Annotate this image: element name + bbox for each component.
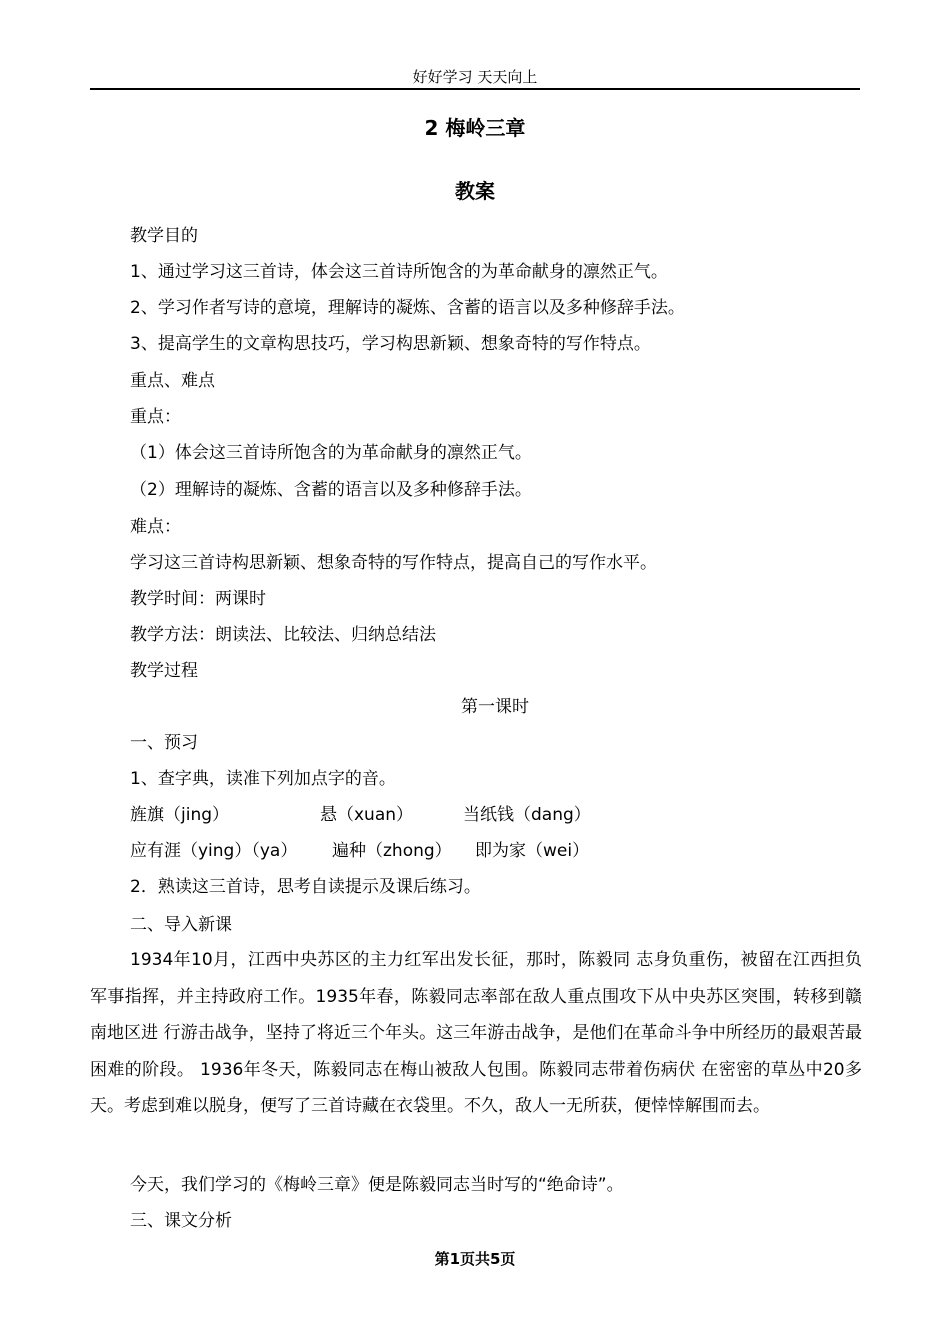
process-heading: 教学过程	[130, 661, 198, 681]
lesson-one-heading: 第一课时	[461, 697, 529, 717]
key-points-heading: 重点、难点	[130, 371, 215, 391]
intro-paragraph: 1934年10月，江西中央苏区的主力红军出发长征，那时，陈毅同 志身负重伤，被留在江西担负军事指挥，并主持政府工作。1935年春，陈毅同志率部在敌人重点围攻下从中央苏区突围，转移到赣南地区进 行游击战争，坚持了将近三个年头。这三年游击战争，是他们在革命斗争中所经历的最艰苦最困难的阶段。 1936年冬天，陈毅同志在梅山被敌人包围。陈毅同志带着伤病伏 在密密的草丛中20多天。考虑到难以脱身，便写了三首诗藏在衣袋里。不久，敌人一无所获，便悻悻解围而去。	[90, 950, 862, 1116]
pinyin-word: 应有涯（ying）（ya）	[130, 841, 298, 861]
difficulty-text: 学习这三首诗构思新颖、想象奇特的写作特点，提高自己的写作水平。	[130, 553, 657, 573]
intro-heading: 二、导入新课	[130, 915, 232, 935]
analysis-heading: 三、课文分析	[130, 1211, 232, 1231]
pinyin-word: 悬（xuan）	[320, 805, 414, 825]
teaching-time: 教学时间：两课时	[130, 589, 266, 609]
page-footer: 第1页共5页	[434, 1250, 516, 1268]
objective-item: 1、通过学习这三首诗，体会这三首诗所饱含的为革命献身的凛然正气。	[130, 262, 668, 282]
pinyin-word: 旌旗（jing）	[130, 805, 230, 825]
objectives-heading: 教学目的	[130, 226, 198, 246]
preview-item-1: 1、查字典，读准下列加点字的音。	[130, 769, 396, 789]
pinyin-row-1	[130, 805, 830, 825]
objective-item: 3、提高学生的文章构思技巧，学习构思新颖、想象奇特的写作特点。	[130, 334, 651, 354]
key-item: （2）理解诗的凝炼、含蓄的语言以及多种修辞手法。	[130, 480, 532, 500]
preview-heading: 一、预习	[130, 733, 198, 753]
pinyin-word: 当纸钱（dang）	[463, 805, 591, 825]
objective-item: 2、学习作者写诗的意境，理解诗的凝炼、含蓄的语言以及多种修辞手法。	[130, 298, 685, 318]
pinyin-word: 遍种（zhong）	[332, 841, 452, 861]
page-header: 好好学习 天天向上	[412, 68, 538, 86]
intro-paragraph-2: 今天，我们学习的《梅岭三章》便是陈毅同志当时写的“绝命诗”。	[130, 1175, 624, 1195]
document-subtitle: 教案	[455, 179, 495, 203]
key-label: 重点：	[130, 407, 181, 427]
preview-item-2: 2．熟读这三首诗，思考自读提示及课后练习。	[130, 877, 481, 897]
difficulty-label: 难点：	[130, 517, 181, 537]
header-divider	[90, 88, 860, 90]
key-item: （1）体会这三首诗所饱含的为革命献身的凛然正气。	[130, 443, 532, 463]
pinyin-word: 即为家（wei）	[475, 841, 590, 861]
document-title: 2 梅岭三章	[424, 116, 526, 140]
pinyin-row-2	[130, 841, 830, 861]
teaching-method: 教学方法：朗读法、比较法、归纳总结法	[130, 625, 436, 645]
